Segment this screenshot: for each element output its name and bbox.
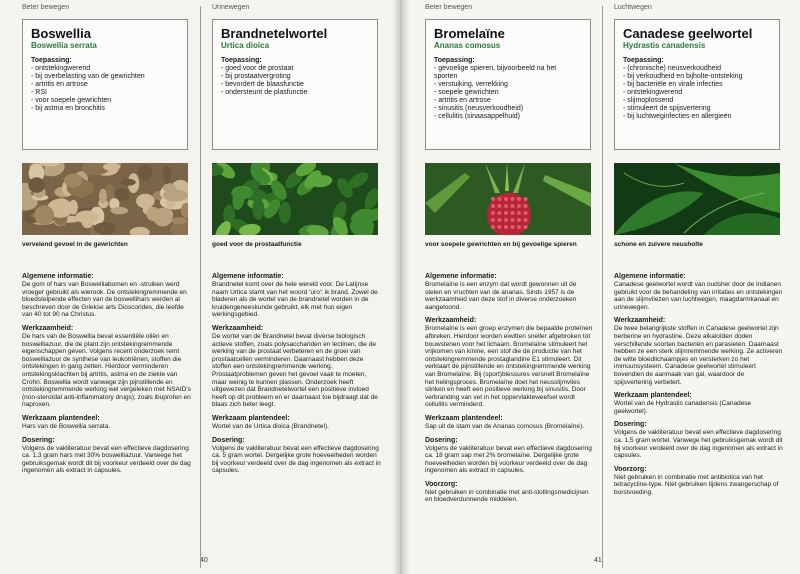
plant-photo — [212, 163, 378, 235]
plant-photo — [425, 163, 591, 235]
plant-title: Brandnetelwortel — [221, 26, 328, 41]
monograph-boswellia — [22, 0, 194, 574]
toepassing-item: - RSI — [31, 89, 47, 96]
plant-card — [212, 19, 378, 150]
monograph-body — [212, 273, 382, 481]
section-text: Sap uit de stam van de Ananas comosus (Bromelaïne). — [425, 422, 584, 430]
toepassing-item: - bij luchtweginfecties en allergieën — [623, 113, 732, 120]
plant-title: Boswellia — [31, 26, 91, 41]
section-heading: Werkzaamheid: — [614, 317, 666, 325]
toepassing-item: - sinusitis (neusverkoudheid) — [434, 105, 524, 112]
section-text: De twee belangrijkste stoffen in Canadese geelwortel zijn berberine en hydrastine. Deze alkaloïden doden verschillende soorten bacteriën en parasieten. Daarnaast hebben ze een sterk slijmremmende werking. Ze activeren de witte bloedlichaampjes en versterken zo het immuunsysteem. Canadese geelwortel stimuleert bovendien de aanmaak van gal, waardoor de spijsvertering verbetert. — [614, 325, 783, 386]
photo-caption: voor soepele gewrichten en bij gevoelige spieren — [425, 241, 577, 248]
section-heading: Algemene informatie: — [614, 273, 686, 280]
photo-caption: vervelend gevoel in de gewrichten — [22, 241, 128, 248]
toepassing-item: - (chronische) neusverkoudheid — [623, 65, 722, 72]
section-heading: Dosering: — [425, 436, 458, 444]
toepassing-heading: Toepassing: — [31, 57, 72, 64]
section-tag: Urinewegen — [212, 4, 250, 11]
section-text: De wortel van de Brandnetel bevat diverse biologisch actieve stoffen, zoals polysacchariden en lectinen, die de werking van de prostaat verbeteren en de groei van prostaatcellen verminderen. Daarnaast hebben deze stoffen een ontstekingremmende werking. Prostaatproblemen geven het gevoel vaak te moeten, maar weinig te kunnen plassen. Onderzoek heeft uitgewezen dat Brandnetelwortel een positieve invloed heeft op dit probleem en er daarnaast toe bijdraagt dat de blaas zich beter leegt. — [212, 332, 378, 409]
toepassing-heading: Toepassing: — [623, 57, 664, 64]
section-text: Niet gebruiken in combinatie met anti-stollingsmedicijnen en bloedverdunnende middelen. — [425, 488, 589, 504]
book-gutter — [392, 0, 410, 574]
plant-card — [614, 19, 780, 150]
toepassing-item: - ontstekingwerend — [623, 89, 683, 96]
plant-photo — [22, 163, 188, 235]
section-heading: Voorzorg: — [614, 465, 647, 473]
plant-title: Canadese geelwortel — [623, 26, 753, 41]
toepassing-item: - goed voor de prostaat — [221, 65, 294, 72]
toepassing-item: - gevoelige spieren, bijvoorbeeld na het — [434, 65, 557, 72]
section-text: Bromelaïne is een groep enzymen die bepaalde proteïnen afbreken. Hierdoor worden eiwitten sneller afgebroken tot bouwstenen voor het lichaam. Bromelaïne stimuleert het vrijkomen van kinine, een stof die de productie van het ontstekingremmende prostaglandine E1 stimuleert. Dit verklaart de pijnstillende en ontstekingremmende werking van Bromelaïne. Bij (sport)blessures versnelt Bromelaïne het helingsproces. Bromelaïne doet het neusslijmvlies slinken en heeft een positieve werking bij sinusitis. Door verbranding van vet in het oppervlakteweefsel wordt cellulitis verminderd. — [425, 325, 593, 409]
toepassing-item: - bij prostaatvergroting — [221, 73, 291, 80]
plant-latin-name: Urtica dioica — [221, 41, 270, 50]
section-tag: Beter bewegen — [425, 4, 473, 11]
toepassing-list — [623, 65, 773, 121]
plant-latin-name: Boswellia serrata — [31, 41, 97, 50]
section-heading: Werkzaamheid: — [212, 324, 264, 332]
toepassing-item: - soepele gewrichten — [434, 89, 499, 96]
photo-caption: schone en zuivere neusholte — [614, 241, 703, 248]
section-heading: Werkzaam plantendeel: — [614, 392, 692, 400]
toepassing-item: - voor soepele gewrichten — [31, 97, 112, 104]
section-text: Niet gebruiken in combinatie met antibiotica van het tetracycline-type. Niet gebruiken tijdens zwangerschap of borstvoeding. — [614, 473, 779, 496]
toepassing-item: - artritis en artrose — [434, 97, 491, 104]
monograph-brandnetelwortel — [212, 0, 384, 574]
monograph-body — [22, 273, 192, 481]
section-heading: Dosering: — [614, 421, 647, 429]
section-heading: Dosering: — [22, 436, 55, 444]
toepassing-item: - ontstekingwerend — [31, 65, 91, 72]
section-text: Volgens de vakliteratuur bevat een effectieve dagdosering ca. 18 gram sap met 2% bromelaïne. Dergelijke grote hoeveelheden worden bij voorkeur verdeeld over de dag ingenomen als extract in capsules. — [425, 444, 592, 475]
monograph-canadese-geelwortel — [614, 0, 786, 574]
toepassing-item: - bij astma en bronchitis — [31, 105, 105, 112]
section-heading: Algemene informatie: — [425, 273, 497, 280]
toepassing-item: - ondersteunt de plasfunctie — [221, 89, 308, 96]
section-text: Wortel van de Urtica dioica (Brandnetel). — [212, 422, 329, 430]
toepassing-list — [434, 65, 584, 121]
section-text: Wortel van de Hydrastis canadensis (Canadese geelwortel). — [614, 400, 752, 415]
section-heading: Algemene informatie: — [22, 273, 94, 280]
monograph-bromelaine — [425, 0, 597, 574]
section-text: De hars van de Boswellia bevat essentiële oliën en boswelliazuur, die de plant zijn ontstekingremmende eigenschappen geven. Volgens recent onderzoek remt boswelliazuur de synthese van leukotriënen, stoffen die ontstekingen in gang zetten. Hierdoor verminderen ontstekingsklachten bij artritis, astma en de ziekte van Crohn. Boswellia wordt vanwege zijn pijnstillende en ontstekingremmende werking wel vergeleken met NSAID's (non-steroïdal anti-inflammatory drugs), zoals ibuprofen en naproxen. — [22, 332, 191, 409]
toepassing-item: - verstuiking, verrekking — [434, 81, 508, 88]
toepassing-item: - stimuleert de spijsvertering — [623, 105, 711, 112]
toepassing-list — [221, 65, 371, 97]
toepassing-item: - bevordert de blaasfunctie — [221, 81, 304, 88]
section-text: Hars van de Boswellia serrata. — [22, 422, 111, 430]
monograph-body — [614, 273, 784, 502]
section-heading: Algemene informatie: — [212, 273, 284, 280]
section-text: De gom of hars van Boswelliabomen en -struiken werd vroeger gebruikt als wierook. De ontstekingremmende en bloedstelpende effecten van de boswellihars werden al beschreven door de Griekse arts Dioscorides, die leefde van 40 tot 90 na Christus. — [22, 281, 187, 319]
section-text: Bromelaïne is een enzym dat wordt gewonnen uit de stelen en vruchten van de ananas. Sinds 1957 is de werkzaamheid van deze stof in diverse onderzoeken aangetoond. — [425, 281, 577, 311]
section-text: Canadese geelwortel wordt van oudsher door de Indianen gebruikt voor de behandeling van irritaties en ontstekingen aan de slijmvliezen van luchtwegen, maagdarmkanaal en urinewegen. — [614, 281, 783, 311]
plant-latin-name: Hydrastis canadensis — [623, 41, 706, 50]
section-heading: Werkzaamheid: — [425, 317, 477, 325]
plant-title: Bromelaïne — [434, 26, 505, 41]
section-text: Brandnetel komt over de hele wereld voor. De Latijnse naam Urtica stamt van het woord 'uro': ik brand. Zowel de bladeren als de wortel van de brandnetel worden in de kruidengeneeskunde gebruikt, elk met hun eigen werkingsgebied. — [212, 281, 378, 319]
section-text: Volgens de vakliteratuur bevat een effectieve dagdosering ca. 1,3 gram hars met 30% boswelliazuur. Vanwege het gebruiksgemak wordt dit bij voorkeur verdeeld over de dag ingenomen als extract in capsules. — [22, 444, 191, 475]
plant-card — [22, 19, 188, 150]
section-tag: Luchtwegen — [614, 4, 652, 11]
toepassing-item: - bij overbelasting van de gewrichten — [31, 73, 145, 80]
toepassing-item: - bij verkoudheid en bijholte-ontsteking — [623, 73, 743, 80]
toepassing-item: - bij bacteriële en virale infecties — [623, 81, 723, 88]
section-heading: Dosering: — [212, 436, 245, 444]
toepassing-item: - artritis en artrose — [31, 81, 88, 88]
column-divider — [602, 6, 603, 568]
section-heading: Werkzaam plantendeel: — [212, 414, 290, 422]
column-divider — [200, 6, 201, 568]
toepassing-list — [31, 65, 181, 113]
page-number: 40 — [200, 557, 208, 564]
photo-caption: goed voor de prostaatfunctie — [212, 241, 302, 248]
section-heading: Werkzaam plantendeel: — [425, 414, 503, 422]
section-tag: Beter bewegen — [22, 4, 70, 11]
plant-photo — [614, 163, 780, 235]
plant-latin-name: Ananas comosus — [434, 41, 501, 50]
toepassing-item: sporten — [434, 73, 458, 80]
monograph-body — [425, 273, 595, 510]
plant-card — [425, 19, 591, 150]
section-heading: Werkzaam plantendeel: — [22, 414, 100, 422]
toepassing-heading: Toepassing: — [221, 57, 262, 64]
section-heading: Voorzorg: — [425, 480, 458, 488]
section-text: Volgens de vakliteratuur bevat een effectieve dagdosering ca. 5 gram wortel. Dergelijke grote hoeveelheden worden bij voorkeur verdeeld over de dag ingenomen als extract in capsules. — [212, 444, 381, 475]
section-heading: Werkzaamheid: — [22, 324, 74, 332]
page-number: 41 — [594, 557, 602, 564]
section-text: Volgens de vakliteratuur bevat een effectieve dagdosering ca. 1,5 gram wortel. Vanwege het gebruiksgemak wordt dit bij voorkeur verdeeld over de dag ingenomen als extract in capsules. — [614, 429, 783, 460]
toepassing-item: - slijmoplossend — [623, 97, 674, 104]
toepassing-heading: Toepassing: — [434, 57, 475, 64]
toepassing-item: - cellulitis (sinaasappelhuid) — [434, 113, 520, 120]
